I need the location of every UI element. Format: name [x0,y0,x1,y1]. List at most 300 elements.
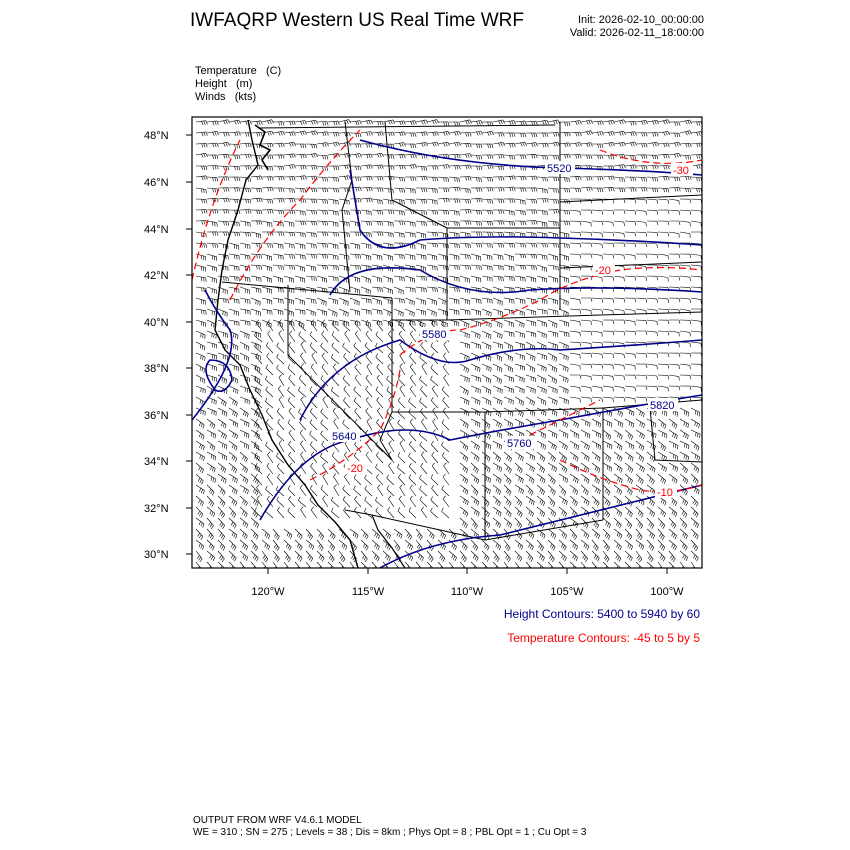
wind-barb [372,165,383,169]
wind-barb [387,376,394,386]
wind-barb [647,540,654,551]
wind-barb [680,320,691,324]
wind-barb [328,177,339,182]
wind-barb [680,430,688,439]
wind-barb [636,375,647,379]
wind-barb [537,287,547,294]
wind-barb [669,276,680,280]
wind-barb [581,254,592,258]
wind-barb [493,265,503,270]
wind-barb [306,210,317,214]
model-info-line2: WE = 310 ; SN = 275 ; Levels = 38 ; Dis = 8km ; Phys Opt = 8 ; PBL Opt = 1 ; Cu Opt = 3 [193,827,587,838]
wind-barb [647,551,653,562]
wind-barb [471,342,481,349]
wind-barb [273,131,285,135]
wind-barb [559,143,570,147]
wind-barb [515,375,524,383]
wind-barb [207,188,218,192]
wind-barb [449,243,460,248]
wind-barb [394,529,402,539]
wind-barb [526,309,536,315]
wind-barb [691,375,702,379]
wind-barb [262,221,272,227]
wind-barb [295,232,305,237]
wind-barb [332,375,339,386]
wind-barb [515,397,524,406]
wind-barb [265,376,273,386]
wind-barb [515,507,522,517]
wind-barb [328,243,338,249]
wind-barb [372,254,382,260]
wind-barb [389,441,394,452]
wind-barb [240,430,249,438]
wind-barb [570,188,581,192]
wind-barb [334,485,339,497]
wind-barb [559,154,570,158]
wind-barb [240,474,248,484]
wind-barb [196,320,206,327]
wind-barb [526,199,537,204]
wind-barb [559,177,570,182]
wind-barb [196,121,207,125]
wind-barb [311,364,317,375]
wind-barb [317,199,328,204]
wind-barb [647,155,658,159]
wind-barb [537,474,545,484]
wind-barb [420,376,428,386]
wind-barb [317,232,328,236]
wind-barb [680,386,691,390]
wind-barb [400,364,405,375]
wind-barb [581,342,591,347]
wind-barb [398,430,405,441]
wind-barb [625,408,634,416]
wind-barb [581,540,589,550]
wind-barb [218,419,226,429]
wind-barb [400,441,405,453]
wind-barb [658,154,669,158]
wind-barb [636,397,647,402]
wind-barb [482,518,490,528]
wind-barb [207,254,217,261]
wind-barb [251,298,260,306]
wind-barb [570,353,580,359]
wind-barb [603,210,614,214]
wind-barb [504,375,514,382]
wind-barb [343,486,350,496]
wind-barb [277,343,284,353]
wind-barb [438,142,450,147]
wind-barb [438,298,447,306]
wind-barb [344,386,350,397]
wind-barb [526,320,536,326]
wind-barb [251,320,261,327]
init-time: Init: 2026-02-10_00:00:00 [578,14,704,26]
wind-barb [614,276,624,281]
wind-barb [317,243,328,248]
wind-barb [669,232,679,238]
wind-barb [680,551,688,561]
wind-barb [295,188,306,193]
wind-barb [449,309,459,315]
wind-barb [405,144,416,148]
wind-barb [328,276,338,282]
lon-label: 100°W [650,586,684,598]
wind-barb [383,254,393,261]
wind-barb [504,210,514,215]
wind-barb [515,551,522,562]
wind-barb [284,165,296,169]
wind-barb [420,408,427,419]
wind-barb [482,463,490,473]
wind-barb [493,155,504,159]
wind-barb [284,221,294,227]
wind-barb [229,120,241,124]
wind-barb [460,177,471,181]
wind-barb [295,540,302,550]
wind-barb [691,430,700,438]
wind-barb [592,540,598,551]
wind-barb [515,254,526,258]
wind-barb [537,386,546,394]
wind-barb [266,408,273,419]
wind-barb [218,540,225,551]
wind-barb [311,320,317,331]
wind-barb [229,518,236,528]
wind-barb [669,364,680,369]
wind-barb [240,298,250,304]
wind-barb [614,463,622,473]
wind-barb [658,210,669,214]
wind-barb [288,485,295,496]
wind-barb [581,143,592,147]
wind-barb [515,485,524,494]
wind-barb [320,453,328,463]
wind-barb [647,199,658,204]
wind-barb [449,177,460,182]
wind-barb [658,176,669,180]
wind-barb [339,298,348,306]
wind-barb [504,397,513,405]
wind-barb [389,419,394,430]
wind-barb [438,210,449,215]
wind-barb [409,507,416,518]
wind-barb [636,210,646,215]
wind-barb [317,188,328,192]
wind-barb [548,309,558,315]
wind-barb [636,155,647,159]
wind-barb [526,276,536,282]
wind-barb [332,343,339,353]
wind-barb [614,232,624,237]
wind-barb [636,243,647,247]
wind-barb [526,540,534,550]
wind-barb [658,474,666,484]
wind-barb [636,551,642,562]
wind-barb [394,309,403,317]
wind-barb [310,431,317,441]
wind-barb [196,430,204,440]
wind-barb [680,188,691,192]
wind-barb [559,529,567,539]
wind-barb [603,232,614,236]
wind-barb [409,409,416,419]
wind-barb [372,153,384,157]
wind-barb [300,430,306,441]
wind-barb [288,364,295,375]
wind-barb [229,463,237,473]
wind-barb [625,210,636,215]
wind-barb [669,562,676,573]
wind-barb [691,518,699,528]
wind-barb [389,320,394,331]
wind-barb [614,331,625,335]
wind-barb [383,276,393,283]
wind-barb [603,430,611,440]
wind-barb [471,254,481,261]
wind-barb [410,375,416,386]
wind-barb [482,309,491,317]
wind-barb [548,243,559,248]
wind-barb [680,131,692,136]
wind-barb [482,562,489,573]
wind-barb [284,540,291,550]
wind-barb [658,507,666,517]
wind-barb [405,199,416,204]
wind-barb [603,364,614,369]
wind-barb [460,221,471,225]
wind-barb [680,232,690,238]
wind-barb [548,199,559,204]
wind-barb [218,331,228,338]
wind-barb [570,254,581,258]
wind-barb [504,408,513,417]
wind-barb [603,485,610,496]
wind-barb [218,562,225,572]
wind-barb [383,210,394,214]
wind-barb [493,364,502,372]
wind-barb [372,121,383,125]
wind-barb [443,364,449,375]
wind-barb [277,507,284,518]
wind-barb [317,276,327,283]
wind-barb [317,143,329,147]
wind-barb [592,441,601,450]
wind-barb [493,276,504,281]
wind-barb [321,431,328,441]
wind-barb [421,419,427,430]
wind-barb [350,121,361,125]
wind-barb [339,210,350,215]
wind-barb [471,309,481,316]
wind-barb [449,142,461,147]
lat-label: 34°N [144,456,169,468]
wind-barb [515,188,526,192]
wind-barb [207,221,217,227]
wind-barb [559,188,570,192]
wind-barb [559,132,570,136]
wind-barb [592,221,603,225]
wind-barb [691,529,698,539]
wind-barb [289,342,295,353]
wind-barb [515,309,524,316]
wind-barb [306,265,316,271]
wind-barb [625,165,636,169]
wind-barb [400,485,405,496]
wind-barb [493,562,500,573]
wind-barb [482,540,489,550]
wind-barb [614,309,624,315]
wind-barb [300,441,306,452]
wind-barb [196,375,205,384]
wind-barb [482,529,490,539]
wind-barb [376,354,383,364]
lat-label: 36°N [144,410,169,422]
wind-barb [669,153,681,157]
wind-barb [240,397,249,404]
wind-barb [625,430,633,440]
wind-barb [493,298,502,306]
wind-barb [647,142,659,147]
wind-barb [343,397,350,408]
wind-barb [669,331,679,336]
wind-barb [405,221,415,227]
wind-barb [416,232,426,238]
wind-barb [680,452,689,461]
wind-barb [504,485,511,496]
wind-barb [288,387,296,397]
wind-barb [207,474,216,483]
wind-barb [317,265,328,270]
wind-barb [636,518,643,529]
wind-barb [537,364,546,372]
wind-barb [515,353,525,360]
wind-barb [493,386,502,394]
wind-barb [603,375,613,380]
wind-barb [691,441,699,451]
wind-barb [251,265,262,270]
wind-barb [625,276,636,281]
wind-barb [240,496,248,506]
wind-barb [658,254,668,259]
wind-barb [298,497,306,507]
wind-barb [355,375,361,386]
wind-barb [691,276,702,281]
wind-barb [636,320,647,324]
wind-barb [328,121,339,125]
wind-barb [636,430,645,439]
wind-barb [526,397,535,406]
wind-barb [218,298,228,303]
wind-barb [570,331,580,336]
wind-barb [323,397,328,408]
wind-barb [548,210,559,214]
wind-barb [218,120,230,125]
wind-barb [647,165,658,169]
wind-barb [603,120,615,124]
wind-barb [295,131,307,136]
wind-barb [196,188,206,193]
wind-barb [251,276,261,282]
wind-barb [691,419,700,428]
wind-barb [361,243,371,249]
wind-barb [493,133,504,137]
wind-barb [372,287,383,292]
wind-barb [625,386,636,391]
wind-barb [273,551,280,562]
wind-barb [515,331,525,338]
wind-barb [537,188,547,193]
wind-barb [394,188,405,193]
wind-barb [427,265,437,271]
wind-barb [493,485,501,495]
wind-barb [482,364,491,372]
wind-barb [548,133,559,137]
wind-barb [691,342,702,347]
wind-barb [240,232,251,237]
wind-barb [279,331,284,342]
wind-barb [471,144,482,148]
wind-barb [265,398,273,408]
wind-barb [680,540,687,550]
wind-barb [420,475,428,485]
wind-barb [680,143,691,147]
wind-barb [427,529,434,539]
wind-barb [262,187,273,191]
wind-barb [295,320,304,328]
wind-barb [581,331,592,335]
wind-barb [581,397,592,402]
wind-barb [504,364,513,373]
wind-barb [647,386,658,391]
wind-barb [647,276,658,280]
wind-barb [266,342,273,353]
wind-barb [592,320,602,326]
wind-barb [680,210,691,215]
wind-barb [394,254,405,259]
wind-barb [207,276,217,283]
wind-barb [460,199,471,204]
wind-barb [375,497,383,507]
wind-barb [515,221,526,225]
wind-barb [614,254,625,259]
wind-barb [537,518,544,528]
wind-barb [427,232,438,237]
wind-barb [317,166,328,171]
wind-barb [625,298,636,302]
wind-barb [416,176,427,180]
wind-barb [255,453,262,463]
wind-barb [372,132,383,136]
wind-barb [240,452,248,462]
wind-barb [658,386,668,391]
wind-barb [449,298,459,304]
wind-barb [526,375,536,382]
wind-barb [306,243,316,249]
wind-barb [306,199,317,203]
wind-barb [625,188,636,192]
wind-barb [444,342,449,353]
wind-barb [310,331,317,342]
wind-barb [504,551,511,562]
wind-barb [669,353,680,357]
wind-barb [328,221,338,227]
wind-barb [493,474,501,484]
wind-barb [471,397,480,405]
wind-barb [548,386,557,394]
wind-barb [482,474,491,483]
wind-barb [295,221,306,225]
